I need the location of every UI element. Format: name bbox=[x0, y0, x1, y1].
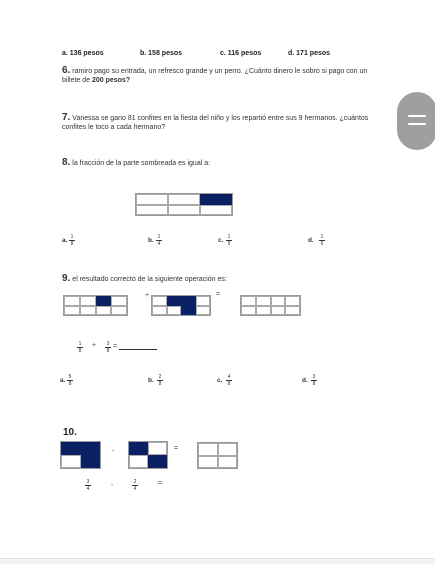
menu-icon-line bbox=[408, 123, 426, 125]
grid-cell-shaded bbox=[181, 306, 196, 316]
question-number: 7. bbox=[62, 112, 71, 123]
q8-option-c-label: c. bbox=[218, 237, 224, 244]
grid-cell-shaded bbox=[200, 194, 232, 205]
question-number: 9. bbox=[62, 273, 71, 284]
q9-option-d-label: d. bbox=[302, 377, 308, 384]
q8-option-d-label: d. bbox=[308, 237, 314, 244]
grid-cell bbox=[152, 306, 167, 316]
q10-grid-2 bbox=[128, 441, 168, 469]
q9-option-a-fraction: 5 8 bbox=[68, 374, 72, 387]
q9-expr-fraction-1: 1 8 bbox=[78, 341, 82, 354]
question-8 bbox=[62, 158, 210, 168]
grid-cell bbox=[285, 296, 300, 306]
grid-cell bbox=[241, 296, 256, 306]
q10-answer-grid bbox=[197, 442, 238, 469]
grid-cell-shaded bbox=[167, 296, 182, 306]
q9-grid-2 bbox=[151, 295, 211, 316]
q9-option-b-label: b. bbox=[148, 377, 154, 384]
q5-option-c: c. 116 pesos bbox=[220, 50, 262, 57]
grid-cell bbox=[111, 296, 127, 306]
q9-option-b-fraction: 2 8 bbox=[158, 374, 162, 387]
question-text: Vanessa se gano 81 confites en la fiesta del niño y los repartió entre sus 9 hermanos. ¿cuántos bbox=[72, 115, 369, 122]
grid-cell bbox=[148, 442, 167, 455]
q10-expr-minus: - bbox=[111, 482, 114, 489]
q9-option-a-label: a. bbox=[60, 377, 66, 384]
question-text-bold: 200 pesos? bbox=[91, 77, 131, 84]
q8-option-b-fraction: 1 4 bbox=[157, 234, 161, 247]
grid-cell bbox=[285, 306, 300, 316]
side-menu-button[interactable] bbox=[397, 92, 435, 150]
grid-cell-shaded bbox=[61, 442, 81, 455]
bottom-divider bbox=[0, 558, 435, 564]
grid-cell bbox=[198, 443, 218, 456]
grid-cell bbox=[167, 306, 182, 316]
q8-option-c-fraction: 1 5 bbox=[227, 234, 231, 247]
grid-cell bbox=[64, 296, 80, 306]
q8-fraction-grid bbox=[135, 193, 233, 216]
grid-cell-shaded bbox=[96, 296, 112, 306]
q9-expr-fraction-2: 3 8 bbox=[106, 341, 110, 354]
question-text: ramiro pago su entrada, un refresco grande y un perro. ¿Cuánto dinero le sobro si pago con un bbox=[72, 68, 368, 75]
grid-cell bbox=[241, 306, 256, 316]
grid-cell-shaded bbox=[129, 442, 148, 455]
q9-expr-plus: + bbox=[92, 342, 97, 349]
q10-grid-1 bbox=[60, 441, 101, 469]
grid-cell bbox=[218, 456, 238, 469]
grid-cell-shaded bbox=[81, 442, 101, 455]
question-text: la fracción de la parte sombreada es igual a: bbox=[72, 160, 211, 167]
q9-plus-sign: + bbox=[145, 292, 150, 299]
grid-cell bbox=[129, 455, 148, 468]
grid-cell bbox=[80, 306, 96, 316]
question-6 bbox=[62, 66, 392, 85]
grid-cell bbox=[80, 296, 96, 306]
q10-expr-fraction-2: 2 4 bbox=[133, 479, 137, 492]
grid-cell bbox=[200, 205, 232, 216]
question-10-number: 10. bbox=[63, 427, 77, 438]
grid-cell bbox=[61, 455, 81, 468]
grid-cell bbox=[136, 194, 168, 205]
q8-option-d-fraction: 1 6 bbox=[320, 234, 324, 247]
grid-cell bbox=[168, 205, 200, 216]
q5-option-d: d. 171 pesos bbox=[288, 50, 331, 57]
q9-option-c-fraction: 4 8 bbox=[227, 374, 231, 387]
grid-cell bbox=[196, 306, 211, 316]
question-text: el resultado correcto de la siguiente operación es: bbox=[72, 276, 227, 283]
q9-expr-equals: = bbox=[113, 343, 118, 350]
grid-cell bbox=[136, 205, 168, 216]
question-number: 6. bbox=[62, 65, 71, 76]
grid-cell-shaded bbox=[81, 455, 101, 468]
q9-answer-grid bbox=[240, 295, 301, 316]
q10-expr-equals: = bbox=[158, 480, 163, 487]
menu-icon bbox=[408, 115, 426, 117]
q9-equals-sign: = bbox=[216, 291, 221, 298]
grid-cell bbox=[271, 296, 286, 306]
grid-cell bbox=[168, 194, 200, 205]
q9-option-d-fraction: 3 8 bbox=[312, 374, 316, 387]
grid-cell-shaded bbox=[181, 296, 196, 306]
question-9 bbox=[62, 274, 227, 284]
q10-expr-fraction-1: 3 4 bbox=[86, 479, 90, 492]
grid-cell bbox=[256, 296, 271, 306]
question-text-line2: confites le toco a cada hermano? bbox=[62, 124, 166, 131]
q10-minus-sign: - bbox=[112, 448, 115, 455]
grid-cell bbox=[96, 306, 112, 316]
grid-cell bbox=[64, 306, 80, 316]
q9-option-c-label: c. bbox=[217, 377, 223, 384]
grid-cell bbox=[218, 443, 238, 456]
grid-cell bbox=[198, 456, 218, 469]
q5-option-a: a. 136 pesos bbox=[62, 50, 104, 57]
grid-cell bbox=[256, 306, 271, 316]
q9-grid-1 bbox=[63, 295, 128, 316]
q8-option-a-fraction: 1 8 bbox=[70, 234, 74, 247]
q8-option-a-label: a. bbox=[62, 237, 68, 244]
grid-cell bbox=[271, 306, 286, 316]
question-7 bbox=[62, 113, 392, 132]
grid-cell bbox=[196, 296, 211, 306]
grid-cell bbox=[152, 296, 167, 306]
grid-cell bbox=[111, 306, 127, 316]
q5-option-b: b. 158 pesos bbox=[140, 50, 183, 57]
question-number: 8. bbox=[62, 157, 71, 168]
q8-option-b-label: b. bbox=[148, 237, 154, 244]
q9-answer-blank[interactable] bbox=[119, 349, 157, 350]
question-text-line2: billete de bbox=[62, 77, 92, 84]
q10-equals-sign: = bbox=[174, 445, 179, 452]
grid-cell-shaded bbox=[148, 455, 167, 468]
